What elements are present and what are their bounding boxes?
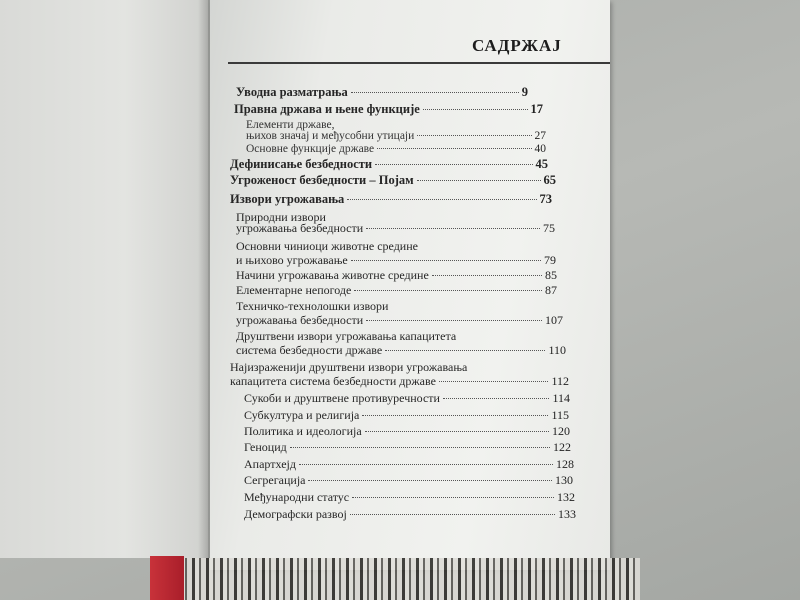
leader-dots (290, 447, 550, 448)
toc-entry-title: Сукоби и друштвене противуречности (244, 391, 440, 405)
leader-dots (351, 92, 519, 93)
leader-dots (377, 148, 531, 149)
toc-entry-title: угрожавања безбедности (236, 313, 364, 327)
toc-entry (236, 239, 418, 254)
toc-page-number: 17 (530, 102, 543, 116)
toc-entry-title: њихов значај и међусобни утицаји (246, 130, 415, 142)
leader-dots (417, 180, 541, 181)
toc-entry-title: Угроженост безбедности – Појам (230, 173, 414, 187)
toc-entry-title: Основне функције државе (246, 143, 375, 155)
toc-entry (244, 408, 569, 423)
leader-dots (443, 398, 550, 399)
toc-entry-title: угрожавања безбедности (236, 221, 364, 235)
leader-dots (347, 199, 536, 200)
toc-page-number: 87 (545, 283, 557, 297)
toc-page-number: 79 (544, 253, 556, 267)
toc-entry-title: Начини угрожавања животне средине (236, 268, 429, 282)
toc-page-number: 115 (551, 408, 569, 422)
toc-entry-title: Демографски развој (244, 507, 347, 521)
toc-page-number: 65 (543, 173, 556, 187)
toc-entry (230, 173, 556, 188)
toc-entry (234, 102, 543, 117)
toc-page-number: 112 (551, 374, 569, 388)
toc-entry (244, 391, 570, 406)
toc-entry (244, 457, 574, 472)
toc-page-number: 120 (552, 424, 570, 438)
toc-entry-title: система безбедности државе (236, 343, 383, 357)
toc-entry (236, 343, 566, 358)
toc-entry-title: Геноцид (244, 440, 287, 454)
toc-entry (236, 268, 557, 283)
leader-dots (385, 350, 545, 351)
toc-entry (244, 424, 570, 439)
toc-entry-title: капацитета система безбедности државе (230, 374, 436, 388)
toc-entry-title: Субкултура и религија (244, 408, 360, 422)
toc-entry-title: Елементарне непогоде (236, 283, 352, 297)
toc-entry (236, 313, 563, 328)
leader-dots (351, 260, 541, 261)
toc-entry-title: Апартхејд (244, 457, 296, 471)
leader-dots (366, 228, 540, 229)
toc-entry (230, 157, 548, 172)
toc-entry-title: Дефинисање безбедности (230, 157, 373, 171)
toc-entry-title: и њихово угрожавање (236, 253, 348, 267)
toc-page-number: 40 (534, 143, 546, 155)
leader-dots (352, 497, 554, 498)
toc-page-number: 75 (543, 221, 555, 235)
toc-entry (244, 507, 576, 522)
leader-dots (423, 109, 528, 110)
toc-entry (244, 473, 573, 488)
toc-page-number: 128 (556, 457, 574, 471)
toc-entry-title: Техничко-технолошки извори (236, 299, 389, 313)
leader-dots (417, 135, 531, 136)
leader-dots (308, 480, 552, 481)
toc-entry (230, 192, 552, 207)
toc-page-number: 110 (548, 343, 566, 357)
leader-dots (439, 381, 549, 382)
leader-dots (366, 320, 542, 321)
toc-entry (236, 283, 557, 298)
toc-entry (236, 299, 388, 314)
toc-entry-title: Природни извори (236, 210, 326, 224)
leader-dots (362, 415, 548, 416)
page-title: САДРЖАЈ (472, 36, 562, 55)
toc-entry (230, 360, 467, 375)
leader-dots (354, 290, 542, 291)
toc-entry (246, 143, 546, 155)
leader-dots (350, 514, 555, 515)
toc-page-number: 73 (539, 192, 552, 206)
toc-page-number: 132 (557, 490, 575, 504)
toc-entry (236, 221, 555, 236)
toc-entry-title: Правна држава и њене функције (234, 102, 420, 116)
toc-entry-title: Сегрегација (244, 473, 306, 487)
toc-entry (246, 130, 546, 142)
toc-page-number: 122 (553, 440, 571, 454)
toc-page-number: 85 (545, 268, 557, 282)
toc-page-number: 133 (558, 507, 576, 521)
toc-entry-title: Међународни статус (244, 490, 350, 504)
toc-page-number: 114 (552, 391, 570, 405)
toc-page-number: 130 (555, 473, 573, 487)
toc-page-number: 107 (545, 313, 563, 327)
leader-dots (299, 464, 553, 465)
toc-entry-title: Најизраженији друштвени извори угрожавања (230, 360, 468, 374)
toc-entry (236, 253, 556, 268)
toc-entry (230, 374, 569, 389)
toc-entry-title: Друштвени извори угрожавања капацитета (236, 329, 457, 343)
leader-dots (432, 275, 542, 276)
toc-entry-title: Елементи државе, (246, 119, 335, 131)
toc-entry-title: Извори угрожавања (230, 192, 345, 206)
toc-page-number: 27 (534, 130, 546, 142)
toc-entry-title: Политика и идеологија (244, 424, 362, 438)
toc-entry (244, 440, 571, 455)
toc-page-number: 45 (535, 157, 548, 171)
leader-dots (375, 164, 532, 165)
leader-dots (365, 431, 549, 432)
toc-page-number: 9 (521, 85, 528, 99)
toc-entry-title: Уводна разматрања (236, 85, 348, 99)
toc-entry (236, 329, 456, 344)
toc-entry (236, 85, 528, 100)
toc-entry-title: Основни чиниоци животне средине (236, 239, 418, 253)
toc-entry (244, 490, 575, 505)
